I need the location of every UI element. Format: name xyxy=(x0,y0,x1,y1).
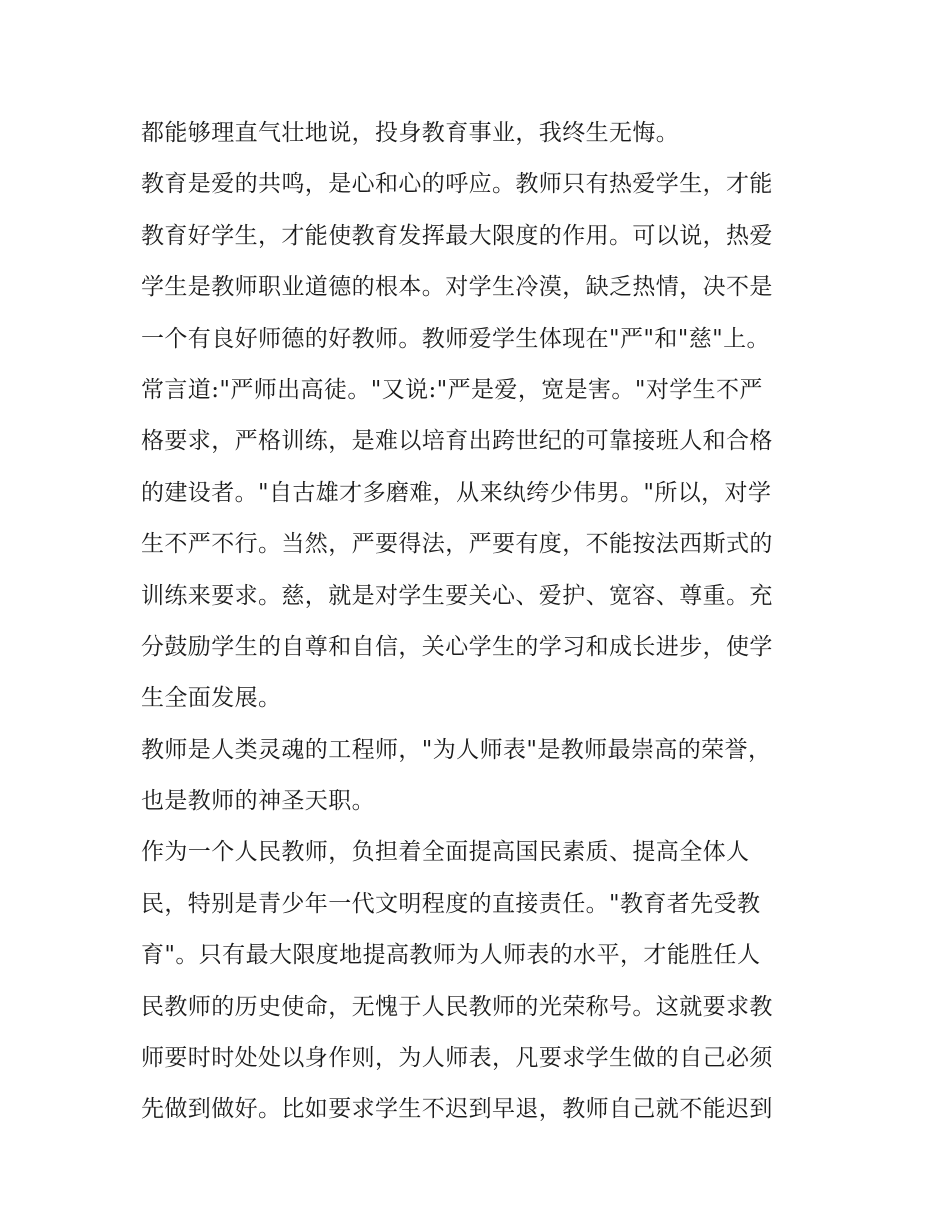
text-line: 都能够理直气壮地说，投身教育事业，我终生无悔。 xyxy=(141,120,680,146)
text-line: 一个有良好师德的好教师。教师爱学生体现在"严"和"慈"上。 xyxy=(141,325,770,352)
text-line: 教师是人类灵魂的工程师，"为人师表"是教师最崇高的荣誉， xyxy=(141,736,772,763)
text-line: 教育是爱的共鸣，是心和心的呼应。教师只有热爱学生，才能 xyxy=(141,171,773,198)
text-line: 先做到做好。比如要求学生不迟到早退，教师自己就不能迟到 xyxy=(141,1096,773,1123)
text-line: 师要时时处处以身作则，为人师表，凡要求学生做的自己必须 xyxy=(141,1045,773,1072)
text-line: 也是教师的神圣天职。 xyxy=(141,788,375,815)
text-line: 常言道:"严师出高徒。"又说:"严是爱，宽是害。"对学生不严 xyxy=(141,376,763,403)
text-line: 的建设者。"自古雄才多磨难，从来纨绔少伟男。"所以，对学 xyxy=(141,479,772,506)
text-line: 分鼓励学生的自尊和自信，关心学生的学习和成长进步，使学 xyxy=(141,633,773,660)
text-line: 学生是教师职业道德的根本。对学生冷漠，缺乏热情，决不是 xyxy=(141,274,773,301)
body-text xyxy=(141,108,821,1136)
text-line: 教育好学生，才能使教育发挥最大限度的作用。可以说，热爱 xyxy=(141,222,773,249)
text-line: 民教师的历史使命，无愧于人民教师的光荣称号。这就要求教 xyxy=(141,993,773,1020)
text-line: 生不严不行。当然，严要得法，严要有度，不能按法西斯式的 xyxy=(141,531,773,558)
text-line: 民，特别是青少年一代文明程度的直接责任。"教育者先受教 xyxy=(141,890,761,917)
text-line: 生全面发展。 xyxy=(141,685,282,712)
text-line: 作为一个人民教师，负担着全面提高国民素质、提高全体人 xyxy=(141,839,750,866)
text-line: 育"。只有最大限度地提高教师为人师表的水平，才能胜任人 xyxy=(141,942,761,969)
text-line: 格要求，严格训练，是难以培育出跨世纪的可靠接班人和合格 xyxy=(141,428,773,455)
text-line: 训练来要求。慈，就是对学生要关心、爱护、宽容、尊重。充 xyxy=(141,582,773,609)
